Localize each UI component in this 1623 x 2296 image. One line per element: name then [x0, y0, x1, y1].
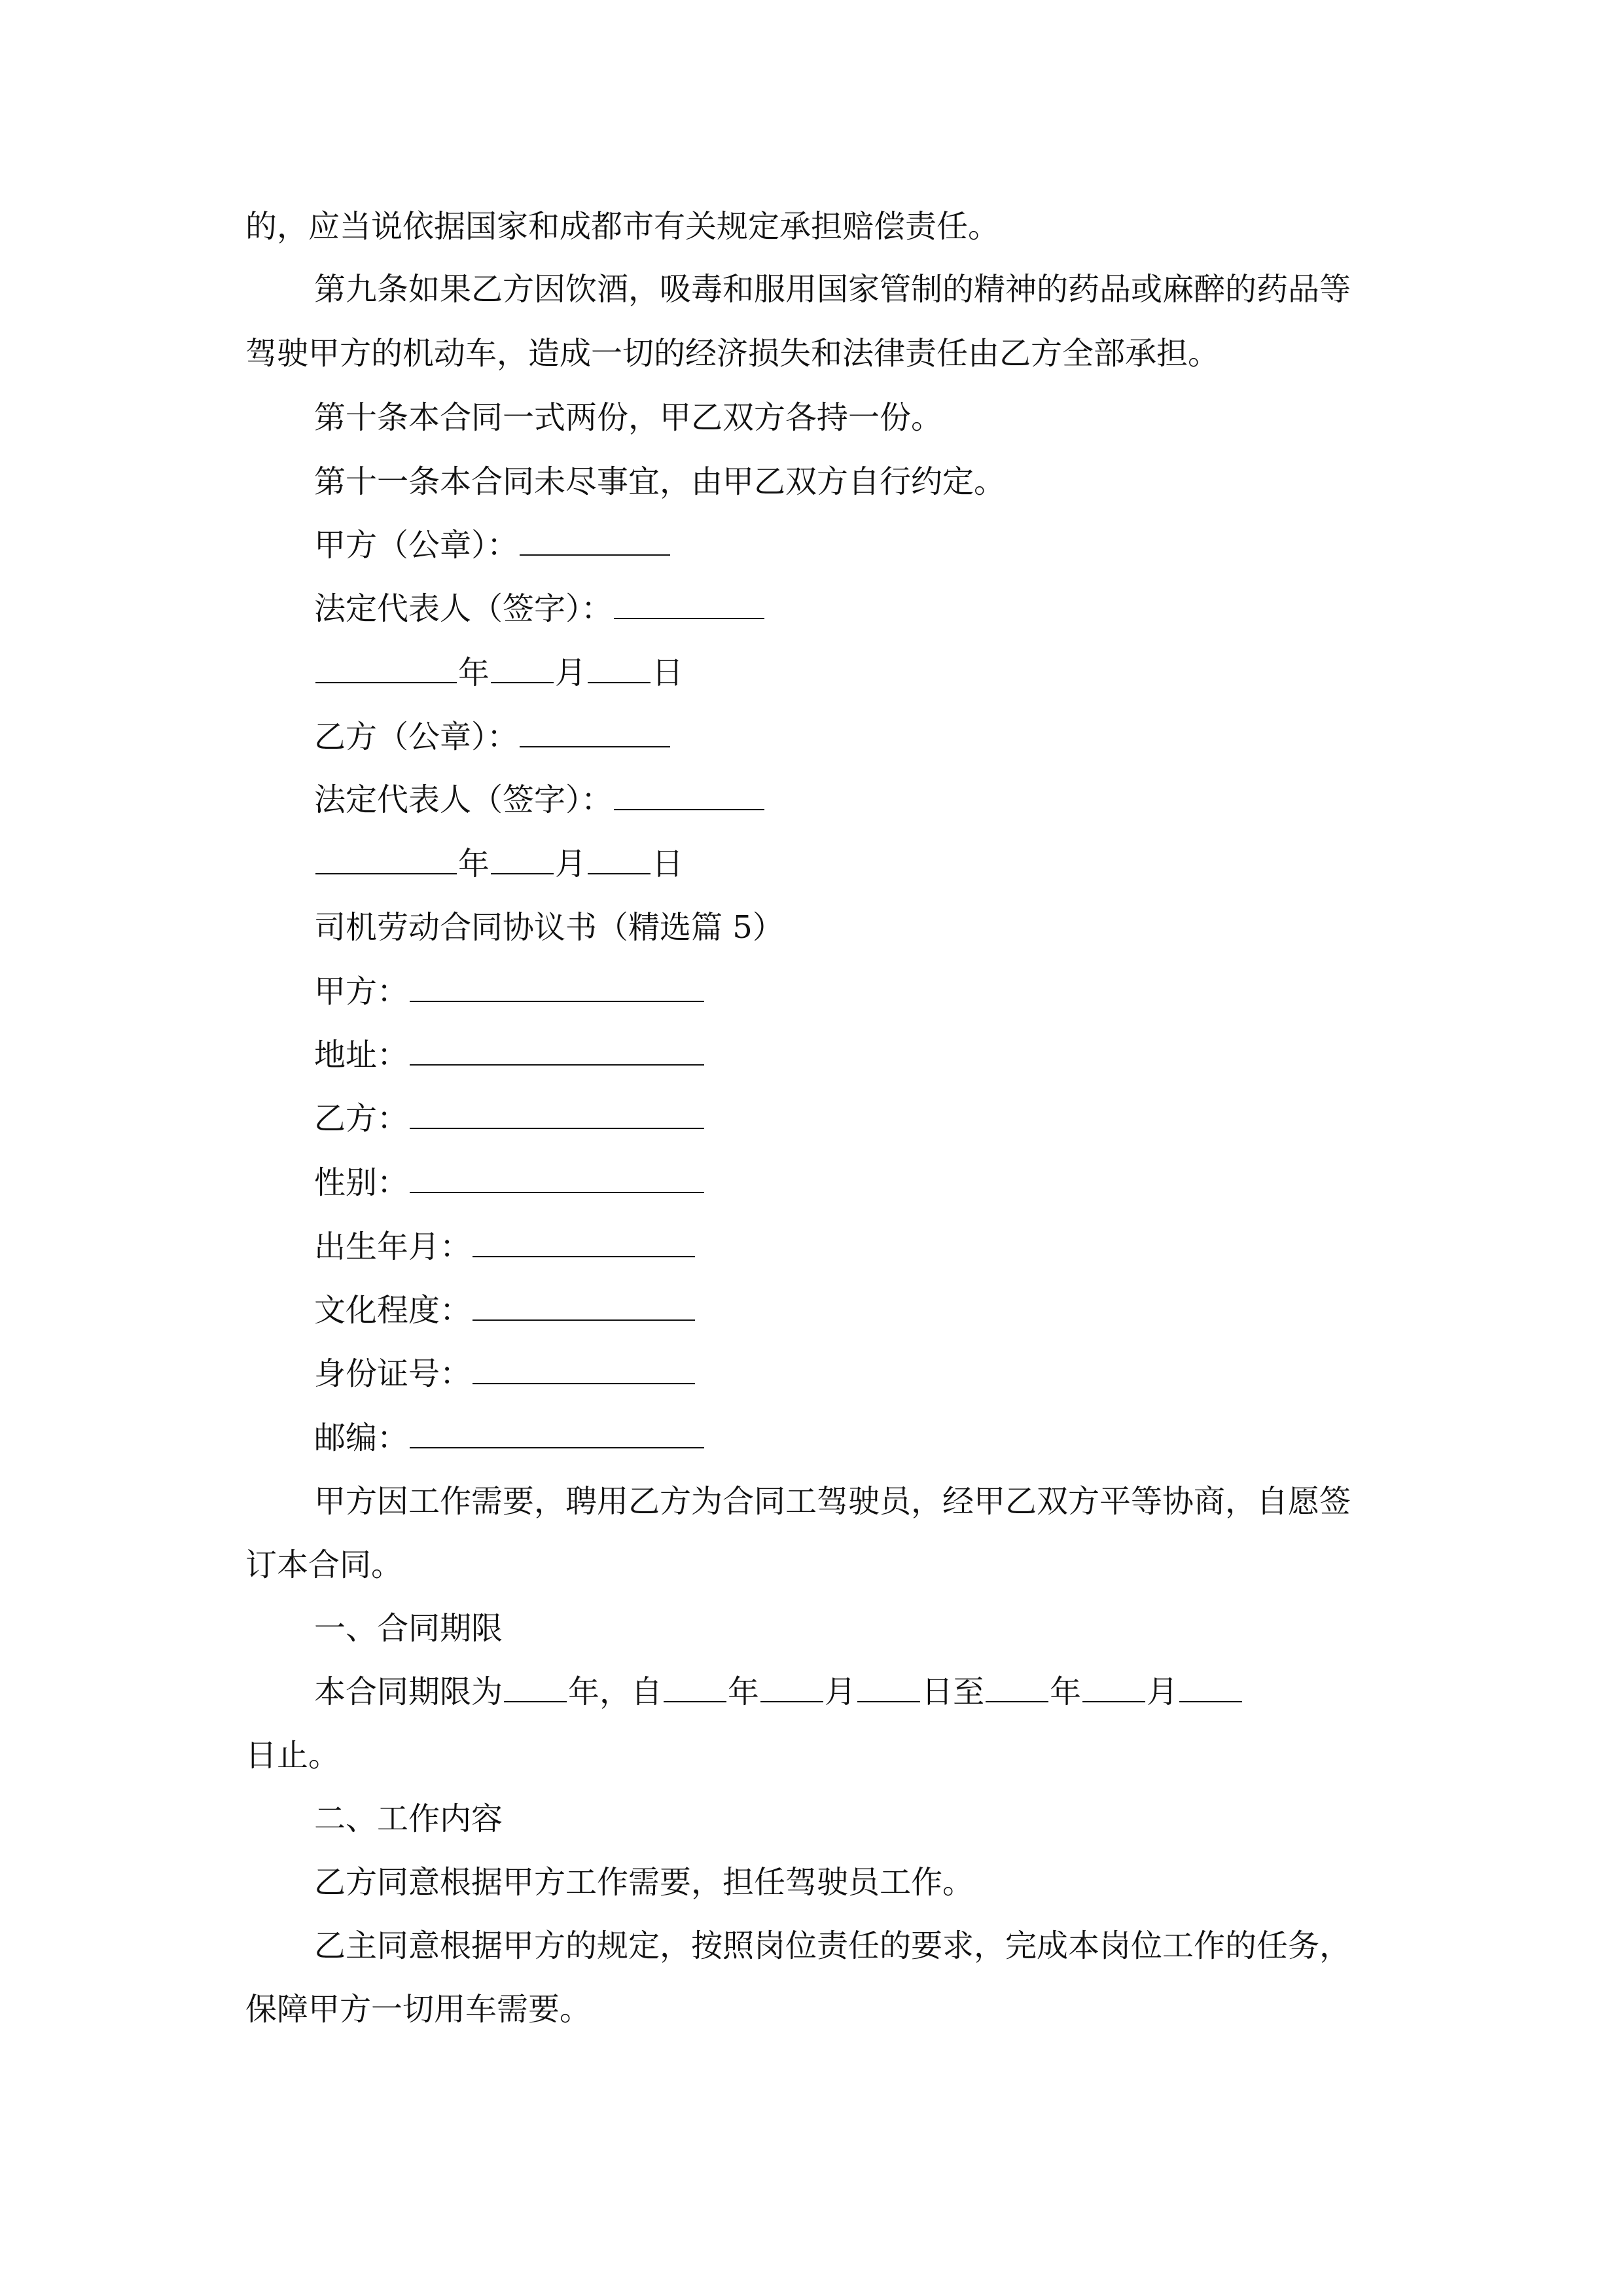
birth-date-field-label: 出生年月： — [314, 1229, 472, 1265]
postcode-field-blank[interactable] — [410, 1414, 704, 1448]
party-b-rep-line — [0, 776, 1623, 823]
text-line: 乙方同意根据甲方工作需要，担任驾驶员工作。 — [314, 1864, 974, 1901]
text-line: 第十条本合同一式两份，甲乙双方各持一份。 — [314, 399, 943, 436]
party-b-field-label: 乙方： — [314, 1100, 409, 1137]
heading: 二、工作内容 — [314, 1801, 503, 1837]
text-line: 日止。 — [245, 1737, 340, 1774]
start-month-blank[interactable] — [760, 1668, 823, 1702]
term-prefix: 本合同期限为 — [314, 1674, 503, 1710]
text-line: 第九条如果乙方因饮酒，吸毒和服用国家管制的精神的药品或麻醉的药品等 — [314, 271, 1351, 308]
text-line: 驾驶甲方的机动车，造成一切的经济损失和法律责任由乙方全部承担。 — [245, 335, 1220, 372]
party-b-seal-line — [0, 713, 1623, 761]
date-month-label: 月 — [555, 846, 587, 882]
start-day-to-label: 日至 — [921, 1674, 985, 1710]
text-line: 乙主同意根据甲方的规定，按照岗位责任的要求，完成本岗位工作的任务， — [314, 1928, 1351, 1964]
date-month-label: 月 — [555, 655, 587, 691]
party-b-rep-label: 法定代表人（签字）： — [314, 781, 613, 818]
postcode-field-line — [0, 1414, 1623, 1462]
gender-field-label: 性别： — [314, 1164, 409, 1201]
date-month-blank[interactable] — [491, 840, 554, 874]
end-year-label: 年 — [1050, 1674, 1082, 1710]
start-month-label: 月 — [825, 1674, 857, 1710]
section-title: 司机劳动合同协议书（精选篇 5） — [314, 909, 784, 946]
start-day-blank[interactable] — [857, 1668, 920, 1702]
address-field-blank[interactable] — [410, 1031, 704, 1066]
end-month-blank[interactable] — [1082, 1668, 1145, 1702]
term-years-blank[interactable] — [504, 1668, 567, 1702]
date-day-label: 日 — [652, 846, 684, 882]
party-a-field-blank[interactable] — [410, 968, 704, 1002]
education-field-label: 文化程度： — [314, 1292, 472, 1329]
id-number-field-label: 身份证号： — [314, 1355, 472, 1392]
date-year-label: 年 — [458, 655, 490, 691]
text-line: 订本合同。 — [245, 1547, 403, 1583]
date-day-label: 日 — [652, 655, 684, 691]
party-a-rep-label: 法定代表人（签字）： — [314, 590, 613, 627]
text-line: 甲方因工作需要，聘用乙方为合同工驾驶员，经甲乙双方平等协商，自愿签 — [314, 1483, 1351, 1520]
text-line: 保障甲方一切用车需要。 — [245, 1991, 592, 2028]
party-a-seal-blank[interactable] — [520, 522, 670, 556]
party-b-rep-blank[interactable] — [614, 776, 764, 810]
text-line: 第十一条本合同未尽事宜，由甲乙双方自行约定。 — [314, 463, 1006, 500]
party-a-rep-line — [0, 585, 1623, 632]
party-b-date-line — [0, 840, 1623, 888]
gender-field-blank[interactable] — [410, 1159, 704, 1193]
date-year-blank[interactable] — [315, 649, 457, 683]
party-a-seal-label: 甲方（公章）： — [314, 527, 519, 564]
date-day-blank[interactable] — [588, 649, 651, 683]
end-month-label: 月 — [1147, 1674, 1179, 1710]
education-field-line — [0, 1287, 1623, 1334]
start-year-blank[interactable] — [664, 1668, 726, 1702]
party-b-seal-label: 乙方（公章）： — [314, 719, 519, 755]
party-a-field-line — [0, 968, 1623, 1015]
date-month-blank[interactable] — [491, 649, 554, 683]
party-a-date-line — [0, 649, 1623, 696]
party-b-field-line — [0, 1095, 1623, 1142]
party-a-seal-line — [0, 522, 1623, 569]
term-year-comma: 年，自 — [568, 1674, 663, 1710]
education-field-blank[interactable] — [473, 1287, 695, 1321]
id-number-field-blank[interactable] — [473, 1350, 695, 1384]
id-number-field-line — [0, 1350, 1623, 1397]
start-year-label: 年 — [728, 1674, 760, 1710]
text-line: 的，应当说依据国家和成都市有关规定承担赔偿责任。 — [245, 208, 1000, 245]
postcode-field-label: 邮编： — [314, 1420, 409, 1456]
term-line — [0, 1668, 1623, 1715]
gender-field-line — [0, 1159, 1623, 1206]
address-field-line — [0, 1031, 1623, 1079]
date-year-label: 年 — [458, 846, 490, 882]
party-b-seal-blank[interactable] — [520, 713, 670, 747]
date-year-blank[interactable] — [315, 840, 457, 874]
end-day-blank[interactable] — [1179, 1668, 1242, 1702]
address-field-label: 地址： — [314, 1037, 409, 1073]
party-a-field-label: 甲方： — [314, 973, 409, 1010]
birth-date-field-line — [0, 1223, 1623, 1270]
end-year-blank[interactable] — [986, 1668, 1048, 1702]
party-a-rep-blank[interactable] — [614, 585, 764, 619]
heading: 一、合同期限 — [314, 1610, 503, 1647]
party-b-field-blank[interactable] — [410, 1095, 704, 1129]
date-day-blank[interactable] — [588, 840, 651, 874]
birth-date-field-blank[interactable] — [473, 1223, 695, 1257]
